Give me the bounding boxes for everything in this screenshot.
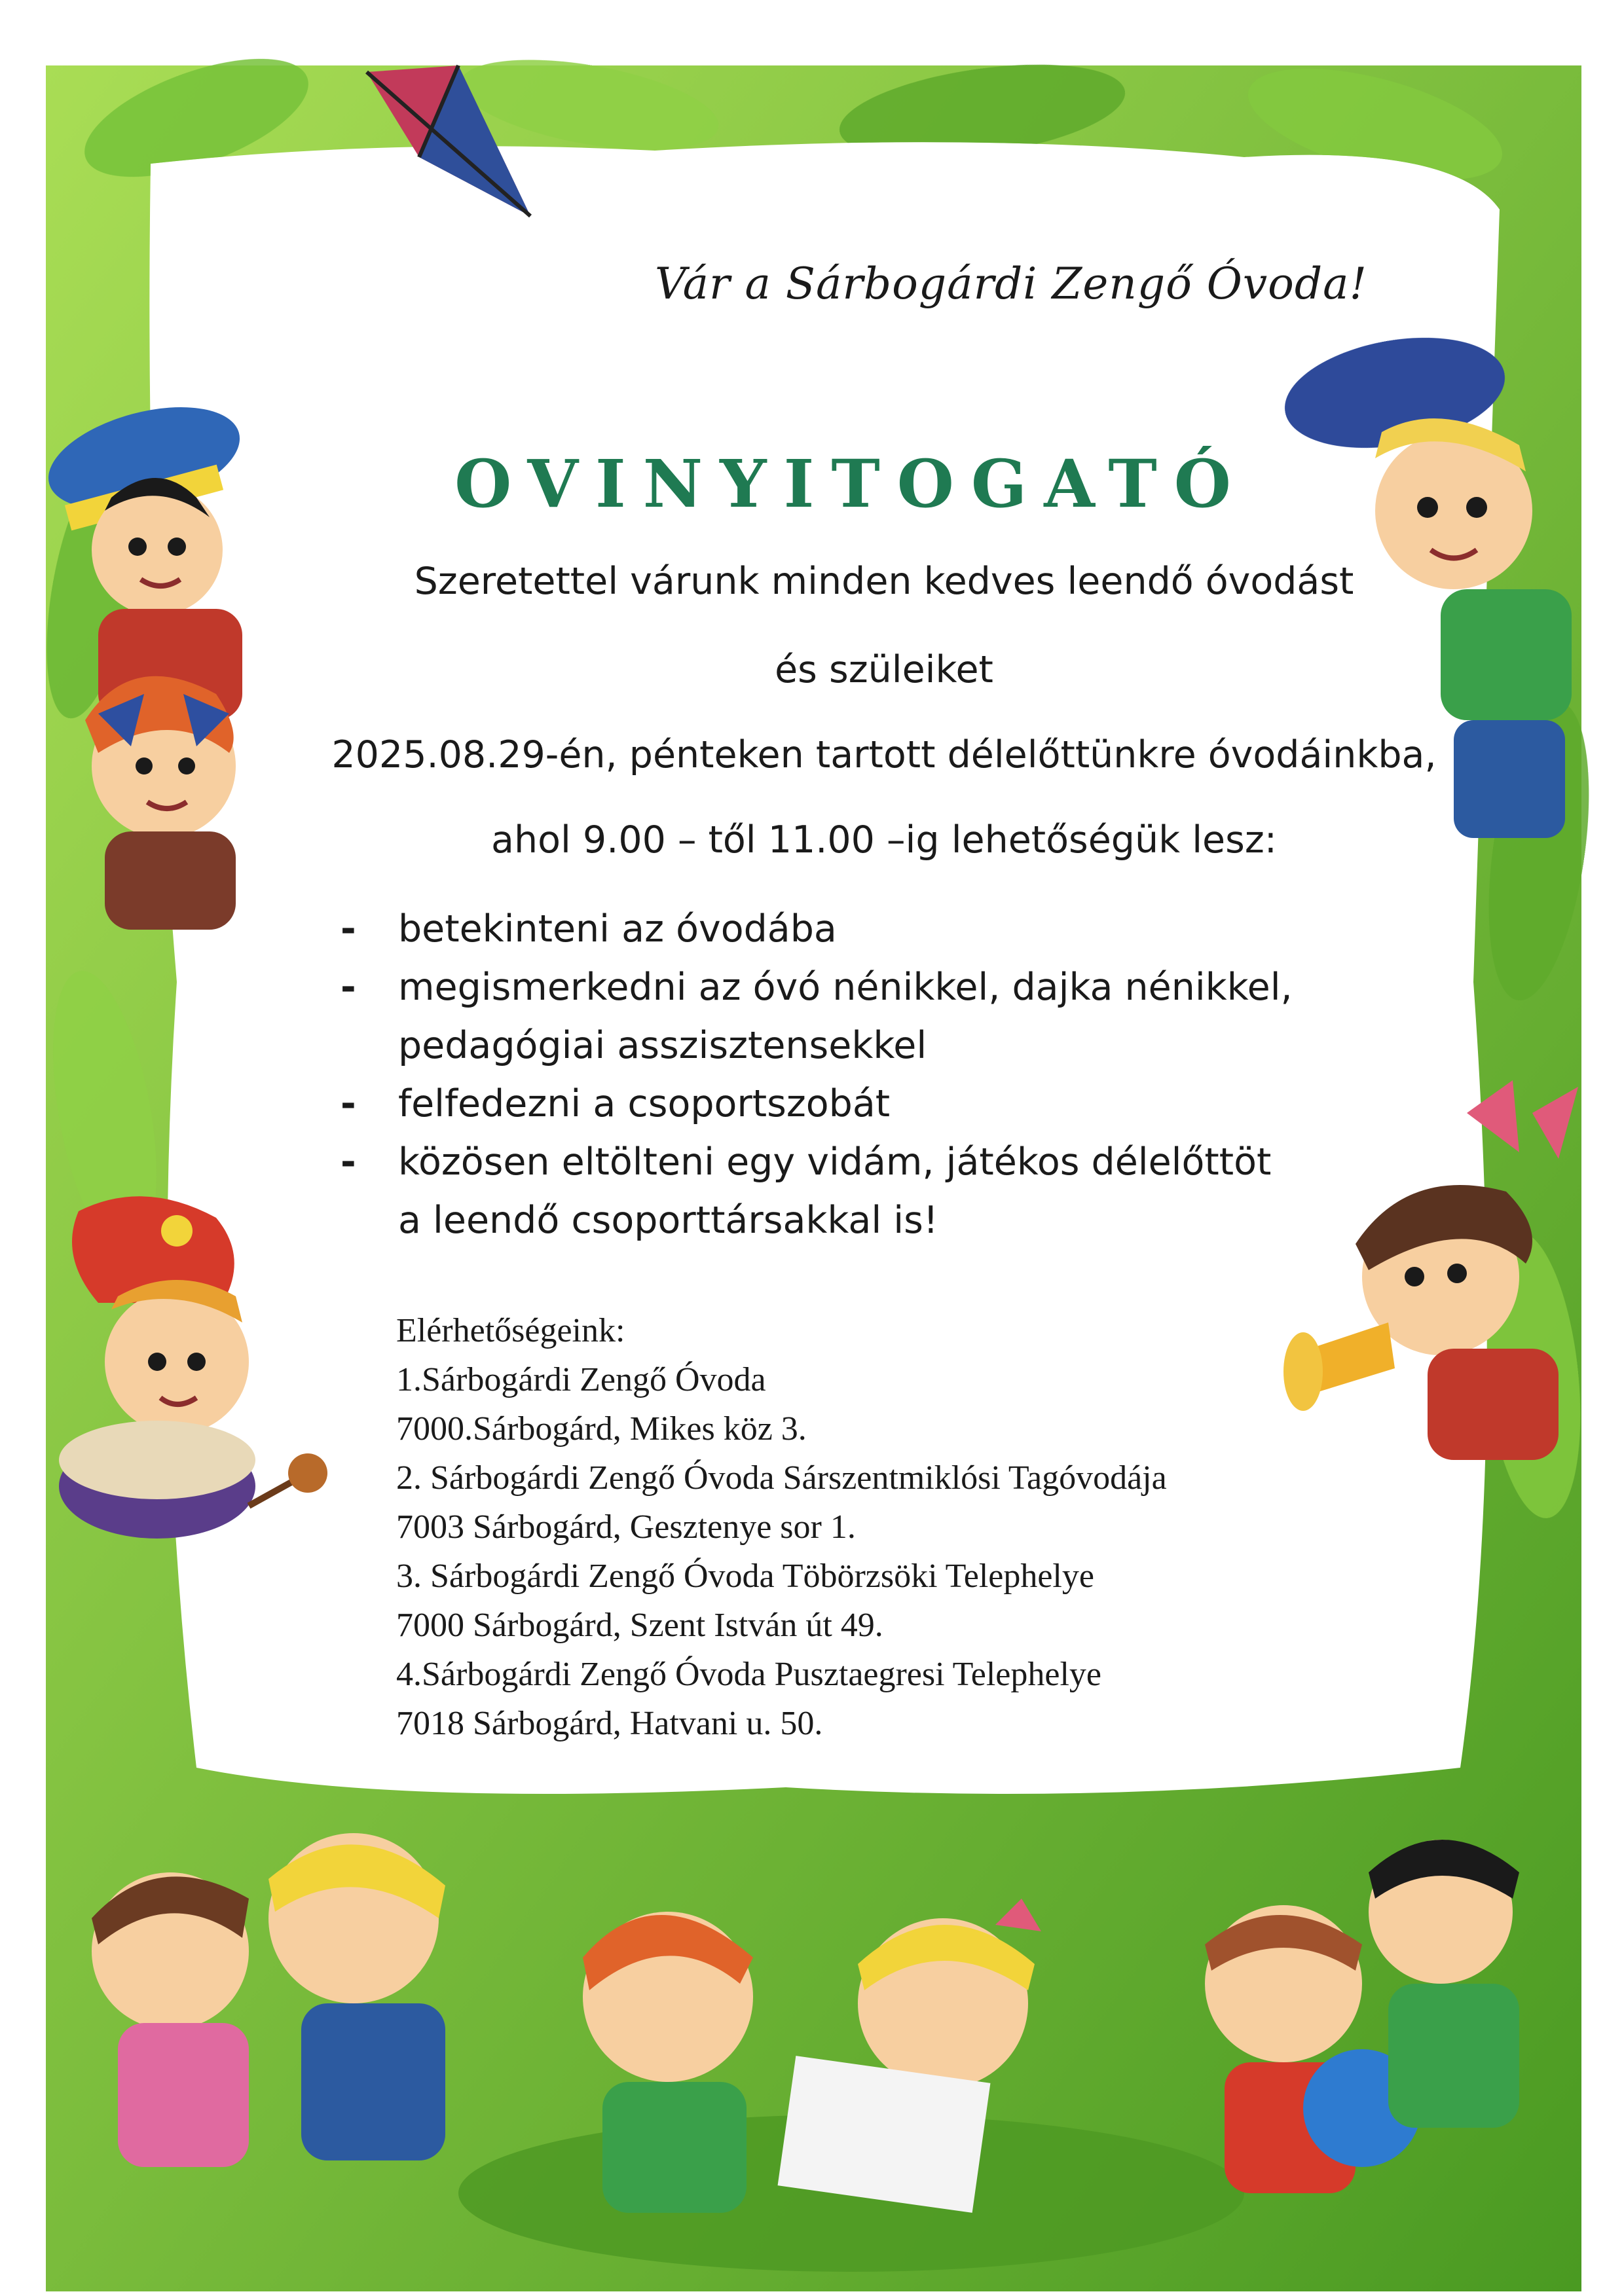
page-title: OVINYITOGATÓ (454, 445, 1248, 522)
contact-line: 7003 Sárbogárd, Gesztenye sor 1. (396, 1508, 856, 1546)
contacts-block (396, 1306, 1378, 1748)
intro-line-1: Szeretettel várunk minden kedves leendő óvodást (414, 560, 1354, 603)
list-item-text: felfedezni a csoportszobát (398, 1082, 891, 1125)
contact-line: 7018 Sárbogárd, Hatvani u. 50. (396, 1705, 823, 1742)
contact-line: 1.Sárbogárdi Zengő Óvoda (396, 1361, 766, 1398)
bullet-marker: - (341, 1082, 356, 1125)
bullet-marker: - (341, 1140, 356, 1184)
subtitle: Vár a Sárbogárdi Zengő Óvoda! (655, 259, 1368, 309)
intro-line-2: és szüleiket (775, 648, 993, 691)
list-item (341, 958, 1388, 1075)
bullet-marker: - (341, 966, 356, 1009)
list-item-text: közösen eltölteni egy vidám, játékos délelőttöt (398, 1140, 1272, 1184)
list-item (341, 1133, 1388, 1250)
contact-line: 2. Sárbogárdi Zengő Óvoda Sárszentmiklósi Tagóvodája (396, 1459, 1167, 1497)
contact-line: 3. Sárbogárdi Zengő Óvoda Töbörzsöki Telephelye (396, 1558, 1094, 1595)
intro-line-3: 2025.08.29-én, pénteken tartott délelőttünkre óvodáinkba, (331, 733, 1437, 776)
contact-line: 7000.Sárbogárd, Mikes köz 3. (396, 1410, 807, 1448)
list-item (341, 900, 1388, 958)
intro-line-4: ahol 9.00 – től 11.00 –ig lehetőségük lesz: (491, 818, 1277, 862)
contacts-heading: Elérhetőségeink: (396, 1312, 625, 1349)
bullet-marker: - (341, 907, 356, 951)
list-item (341, 1075, 1388, 1133)
contact-line: 7000 Sárbogárd, Szent István út 49. (396, 1607, 883, 1644)
list-item-text: betekinteni az óvodába (398, 907, 837, 951)
list-item-text: megismerkedni az óvó nénikkel, dajka nénikkel, (398, 966, 1293, 1009)
contact-line: 4.Sárbogárdi Zengő Óvoda Pusztaegresi Telephelye (396, 1656, 1101, 1693)
list-item-text: pedagógiai asszisztensekkel (398, 1024, 927, 1067)
list-item-text: a leendő csoporttársakkal is! (398, 1199, 938, 1242)
activity-list (341, 900, 1388, 1250)
